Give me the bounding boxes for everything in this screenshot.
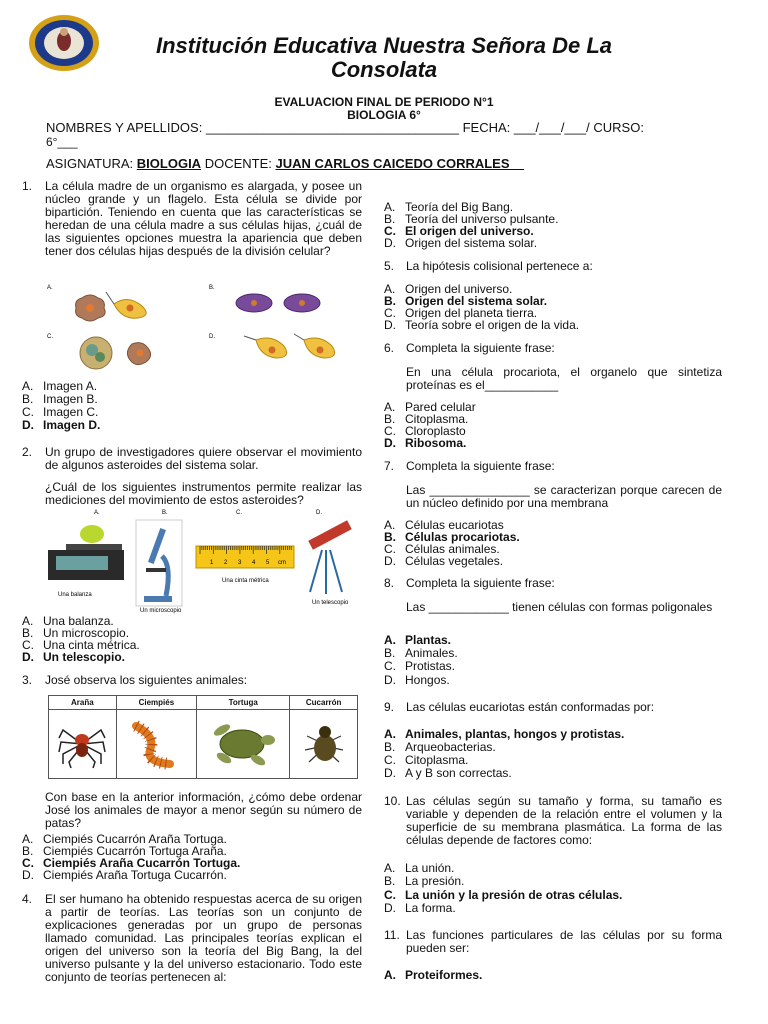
image-label-b: B. [209, 285, 215, 291]
q7-option-c[interactable]: C. Células animales. [384, 542, 500, 556]
q6-option-b[interactable]: B. Citoplasma. [384, 412, 469, 426]
spider-image [49, 710, 117, 779]
svg-text:C.: C. [236, 510, 242, 516]
q6-option-a[interactable]: A. Pared celular [384, 400, 476, 414]
q2-option-d[interactable]: D. Un telescopio. [22, 650, 126, 664]
question-number: 2. [22, 445, 33, 459]
q5-option-c[interactable]: C. Origen del planeta tierra. [384, 306, 538, 320]
q10-option-d[interactable]: D. La forma. [384, 901, 456, 915]
q7-option-d[interactable]: D. Células vegetales. [384, 554, 504, 568]
question-number: 4. [22, 892, 33, 906]
q6-option-c[interactable]: C. Cloroplasto [384, 424, 466, 438]
q10-option-a[interactable]: A. La unión. [384, 861, 455, 875]
question-text: Un grupo de investigadores quiere observar el movimiento de algunos asteroides del sistema solar. [45, 445, 362, 472]
beetle-image [290, 710, 358, 779]
q1-option-d[interactable]: D. Imagen D. [22, 418, 101, 432]
question-8: 8. Completa la siguiente frase: Las ____________ tienen células con formas poligonales [384, 577, 722, 614]
question-2 [22, 446, 362, 507]
asignatura-line [46, 157, 524, 170]
q10-option-c[interactable]: C. La unión y la presión de otras células. [384, 888, 623, 902]
question-11: 11. Las funciones particulares de las células por su forma pueden ser: [384, 928, 722, 955]
svg-text:Una balanza: Una balanza [58, 592, 92, 598]
question-1 [22, 180, 362, 258]
svg-text:2: 2 [224, 560, 228, 566]
q8-option-c[interactable]: C. Protistas. [384, 659, 456, 673]
q4-option-a[interactable]: A. Teoría del Big Bang. [384, 200, 514, 214]
image-label-d: D. [209, 334, 215, 340]
centipede-image [116, 710, 196, 779]
question-number: 3. [22, 673, 33, 687]
q5-option-d[interactable]: D. Teoría sobre el origen de la vida. [384, 318, 580, 332]
q2-option-a[interactable]: A. Una balanza. [22, 614, 114, 628]
q4-option-c[interactable]: C. El origen del universo. [384, 224, 534, 238]
question-10: 10. Las células según su tamaño y forma, su tamaño es variable y dependen de la relación entre el volumen y la superficie de su membrana plasmática. La forma de las células depende de factores como: [384, 794, 722, 847]
question-text: La célula madre de un organismo es alargada, y posee un núcleo grande y un flagelo. Esta célula se divide por bipartición. Teniendo en cuenta que las características se heredan de una célula madre a sus células hijas, ¿cuál de las siguientes opciones muestra la apariencia que deben tener dos células hijas después de la división celular? [45, 179, 362, 258]
q3-option-b[interactable]: B. Ciempiés Cucarrón Tortuga Araña. [22, 844, 227, 858]
question-text: La hipótesis colisional pertenece a: [406, 259, 593, 273]
question-3-subtext: Con base en la anterior información, ¿cómo debe ordenar José los animales de mayor a menor según su número de patas? [45, 790, 362, 830]
q7-option-b[interactable]: B. Células procariotas. [384, 530, 520, 544]
image-label-c: C. [47, 334, 53, 340]
q2-option-b[interactable]: B. Un microscopio. [22, 626, 130, 640]
q4-option-d[interactable]: D. Origen del sistema solar. [384, 236, 538, 250]
q3-option-c[interactable]: C. Ciempiés Araña Cucarrón Tortuga. [22, 856, 241, 870]
question-text: José observa los siguientes animales: [45, 673, 248, 687]
animals-table [48, 695, 358, 779]
q1-option-c[interactable]: C. Imagen C. [22, 405, 99, 419]
table-header-tortuga: Tortuga [197, 696, 290, 710]
q9-option-d[interactable]: D. A y B son correctas. [384, 766, 512, 780]
table-header-arana: Araña [49, 696, 117, 710]
q8-option-d[interactable]: D. Hongos. [384, 673, 450, 687]
svg-text:Una cinta métrica: Una cinta métrica [222, 578, 269, 584]
eval-title: EVALUACION FINAL DE PERIODO N°1 [274, 95, 494, 109]
q2-option-c[interactable]: C. Una cinta métrica. [22, 638, 140, 652]
q10-option-b[interactable]: B. La presión. [384, 874, 465, 888]
svg-text:Un microscopio: Un microscopio [140, 608, 182, 614]
question-subtext: En una célula procariota, el organelo que sintetiza proteínas es el___________ [406, 365, 722, 392]
q1-option-a[interactable]: A. Imagen A. [22, 379, 98, 393]
svg-text:A.: A. [94, 510, 100, 516]
question-text: Completa la siguiente frase: [406, 459, 555, 473]
asignatura-label: ASIGNATURA: [46, 156, 134, 171]
course-line: 6°___ [46, 135, 78, 149]
q5-option-a[interactable]: A. Origen del universo. [384, 282, 513, 296]
question-9: 9. Las células eucariotas están conformadas por: [384, 701, 722, 714]
svg-text:1: 1 [210, 560, 214, 566]
institution-title [0, 34, 768, 82]
q8-option-a[interactable]: A. Plantas. [384, 633, 452, 647]
q7-option-a[interactable]: A. Células eucariotas [384, 518, 504, 532]
names-date-line: NOMBRES Y APELLIDOS: ___________________________________ FECHA: ___/___/___/ CURSO: [46, 120, 644, 135]
svg-text:Un telescopio: Un telescopio [312, 600, 349, 606]
svg-text:cm: cm [278, 560, 286, 566]
question-text: Completa la siguiente frase: [406, 341, 555, 355]
svg-text:3: 3 [238, 560, 242, 566]
question-3 [22, 674, 362, 687]
question-subtext: Las ____________ tienen células con formas poligonales [406, 600, 713, 614]
q1-option-b[interactable]: B. Imagen B. [22, 392, 98, 406]
cell-division-images [44, 280, 344, 375]
svg-text:D.: D. [316, 510, 322, 516]
question-4 [22, 893, 362, 984]
question-7: 7. Completa la siguiente frase: Las _______________ se caracterizan porque carecen de un núcleo definido por una membrana [384, 459, 722, 510]
table-header-cucarron: Cucarrón [290, 696, 358, 710]
q3-option-d[interactable]: D. Ciempiés Araña Tortuga Cucarrón. [22, 868, 227, 882]
q6-option-d[interactable]: D. Ribosoma. [384, 436, 467, 450]
question-text: Las funciones particulares de las células por su forma pueden ser: [406, 928, 722, 955]
subject-title: BIOLOGIA 6° [347, 108, 421, 122]
institution-title-line2: Consolata [330, 57, 438, 82]
q3-option-a[interactable]: A. Ciempiés Cucarrón Araña Tortuga. [22, 832, 227, 846]
question-5: 5. La hipótesis colisional pertenece a: [384, 260, 722, 273]
question-6: 6. Completa la siguiente frase: En una célula procariota, el organelo que sintetiza proteínas es el___________ [384, 341, 722, 392]
svg-text:4: 4 [252, 560, 256, 566]
docente-value: JUAN CARLOS CAICEDO CORRALES__ [275, 156, 524, 171]
q5-option-b[interactable]: B. Origen del sistema solar. [384, 294, 548, 308]
question-text: Las células según su tamaño y forma, su tamaño es variable y dependen de la relación entre el volumen y la superficie de su membrana plasmática. La forma de las células depende de factores como: [406, 794, 722, 847]
svg-text:B.: B. [162, 510, 168, 516]
image-label-a: A. [47, 285, 53, 291]
instrument-images [44, 506, 364, 616]
asignatura-value: BIOLOGIA [136, 156, 202, 171]
q9-option-b[interactable]: B. Arqueobacterias. [384, 740, 496, 754]
q9-option-a[interactable]: A. Animales, plantas, hongos y protistas. [384, 727, 625, 741]
svg-text:5: 5 [266, 560, 270, 566]
question-number: 1. [22, 179, 33, 193]
docente-label: DOCENTE: [204, 156, 272, 171]
question-subtext: ¿Cuál de los siguientes instrumentos permite realizar las mediciones del movimiento de estos asteroides? [45, 480, 362, 507]
question-text: El ser humano ha obtenido respuestas acerca de su origen a partir de teorías. Las teorías son un conjunto de explicaciones generadas por un grupo de personas llamado comunidad. Las principales teorías explican el origen del universo son la teoría del Big Bang, la del universo pulsante y la del universo estacionario. Todo este conjunto de teorías pertenecen al: [45, 892, 362, 984]
question-subtext: Las _______________ se caracterizan porque carecen de un núcleo definido por una membrana [406, 483, 722, 510]
q9-option-c[interactable]: C. Citoplasma. [384, 753, 469, 767]
q8-option-b[interactable]: B. Animales. [384, 646, 458, 660]
turtle-image [197, 710, 290, 779]
q4-option-b[interactable]: B. Teoría del universo pulsante. [384, 212, 559, 226]
q11-option-a[interactable]: A. Proteiformes. [384, 968, 483, 982]
question-text: Completa la siguiente frase: [406, 576, 555, 590]
table-header-ciempies: Ciempiés [116, 696, 196, 710]
institution-title-line1: Institución Educativa Nuestra Señora De La [155, 33, 612, 58]
question-text: Las células eucariotas están conformadas por: [406, 700, 655, 714]
